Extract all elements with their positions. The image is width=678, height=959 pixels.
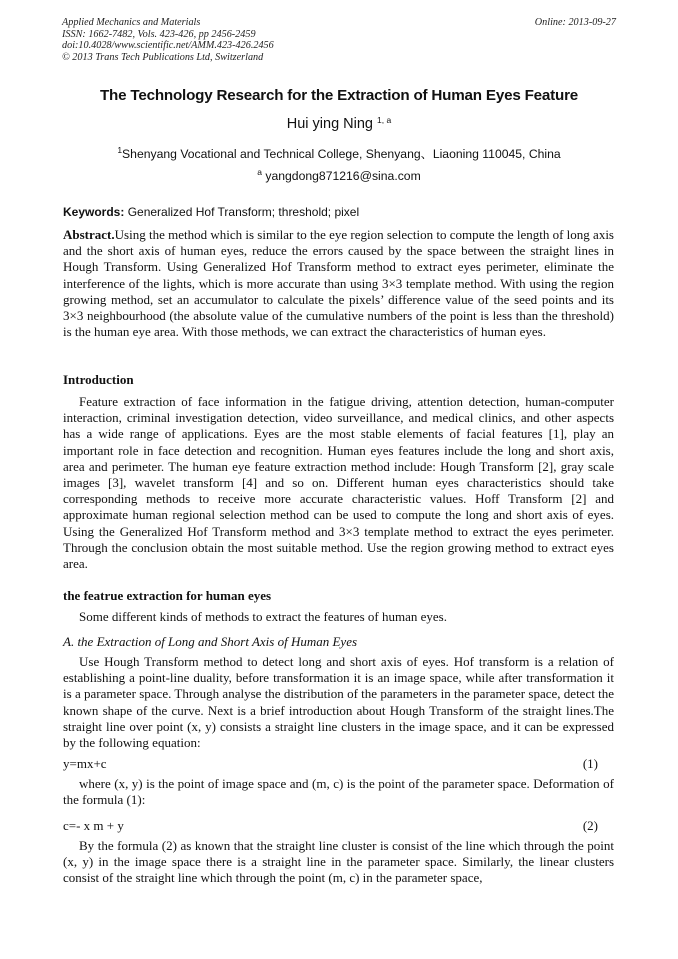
online-date: Online: 2013-09-27 xyxy=(534,17,616,28)
email-superscript: a xyxy=(257,167,262,177)
equation-1-body: y=mx+c xyxy=(63,756,107,771)
equation-1 xyxy=(63,756,598,772)
equation-2 xyxy=(63,818,598,834)
author-line xyxy=(0,116,678,132)
abstract-paragraph xyxy=(63,227,614,340)
author-name: Hui ying Ning xyxy=(286,116,374,132)
affiliation-superscript: 1 xyxy=(117,145,123,155)
affiliation-line xyxy=(0,145,678,162)
email-address[interactable]: yangdong871216@sina.com xyxy=(265,169,421,183)
abstract-text: Using the method which is similar to the eye region selection to compute the length of long axis and the short axis of human eyes, reduce the errors caused by the space between the straight lines in Hough Transform. Using Generalized Hof Transform method to extract eyes perimeter, eliminate the interference of the lights, which is more accurate than using 3×3 template method. With using the region growing method, set an accumulator to calculate the pixels’ difference value of the seed points and its 3×3 neighbourhood (the absolute value of the cumulative numbers of the point is less than the threshold) is the human eye area. With those methods, we can extract the characteristics of human eyes. xyxy=(63,227,614,340)
email-line xyxy=(0,169,678,183)
keywords-text: Generalized Hof Transform; threshold; pixel xyxy=(127,205,360,219)
after-equation-1-paragraph: where (x, y) is the point of image space and (m, c) is the point of the parameter space. Deformation of the formula (1): xyxy=(63,776,614,808)
feature-extraction-paragraph: Some different kinds of methods to extract the features of human eyes. xyxy=(79,609,447,624)
issn-line: ISSN: 1662-7482, Vols. 423-426, pp 2456-2459 xyxy=(62,28,256,40)
subsection-a-paragraph: Use Hough Transform method to detect long and short axis of eyes. Hof transform is a relation of establishing a point-line duality, before transformation it is an image space, while after transformation it is a parameter space. Through analyse the distribution of the parameters in the parameter space, detect the known shape of the curve. Next is a brief introduction about Hough Transform of the straight lines.The straight line over point (x, y) consists a straight line clusters in the image space, and it can be expressed by the following equation: xyxy=(63,654,614,751)
abstract-label: Abstract. xyxy=(63,227,115,242)
subsection-a-heading: A. the Extraction of Long and Short Axis of Human Eyes xyxy=(63,634,358,649)
equation-1-number: (1) xyxy=(582,756,598,771)
introduction-paragraph: Feature extraction of face information in the fatigue driving, attention detection, human-computer interaction, criminal investigation detection, video surveillance, and medical clinics, and other aspects has a wide range of applications. Eyes are the most stable elements of facial features [1], play an important role in face detection and recognition. Human eyes features include the long and short axis, area and perimeter. The human eye feature extraction method include: Hough Transform [2], gray scale images [3], wavelet transform [4] and so on. Different human eyes characteristics should take corresponding methods to receive more accurate characteristic values. Hoff Transform [2] and approximate human regional selection method can be used to compute the long and short axis of eyes. Using the Generalized Hof Transform method and 3×3 template method to extract the eyes perimeter. Through the conclusion obtain the most suitable method. Use the region growing method to extract eyes area. xyxy=(63,394,614,572)
equation-2-body: c=- x m + y xyxy=(63,818,124,833)
copyright-line: © 2013 Trans Tech Publications Ltd, Switzerland xyxy=(62,51,264,63)
after-equation-2-paragraph: By the formula (2) as known that the straight line cluster is consist of the line which through the point (x, y) in the image space there is a straight line in the parameter space. Similarly, the linear clusters consist of the straight line which through the point (m, c) in the parameter space, xyxy=(63,838,614,886)
journal-header xyxy=(62,17,274,63)
equation-2-number: (2) xyxy=(582,818,598,833)
keywords-label: Keywords: xyxy=(63,205,125,219)
keywords-line xyxy=(63,205,615,219)
affiliation-text: Shenyang Vocational and Technical College, Shenyang、Liaoning 110045, China xyxy=(122,147,561,161)
feature-extraction-heading: the featrue extraction for human eyes xyxy=(63,588,272,603)
journal-name: Applied Mechanics and Materials xyxy=(62,17,201,28)
author-superscript: 1, a xyxy=(377,115,392,125)
doi-line: doi:10.4028/www.scientific.net/AMM.423-426.2456 xyxy=(62,40,274,51)
introduction-heading: Introduction xyxy=(63,372,134,387)
paper-title: The Technology Research for the Extraction of Human Eyes Feature xyxy=(99,87,579,104)
